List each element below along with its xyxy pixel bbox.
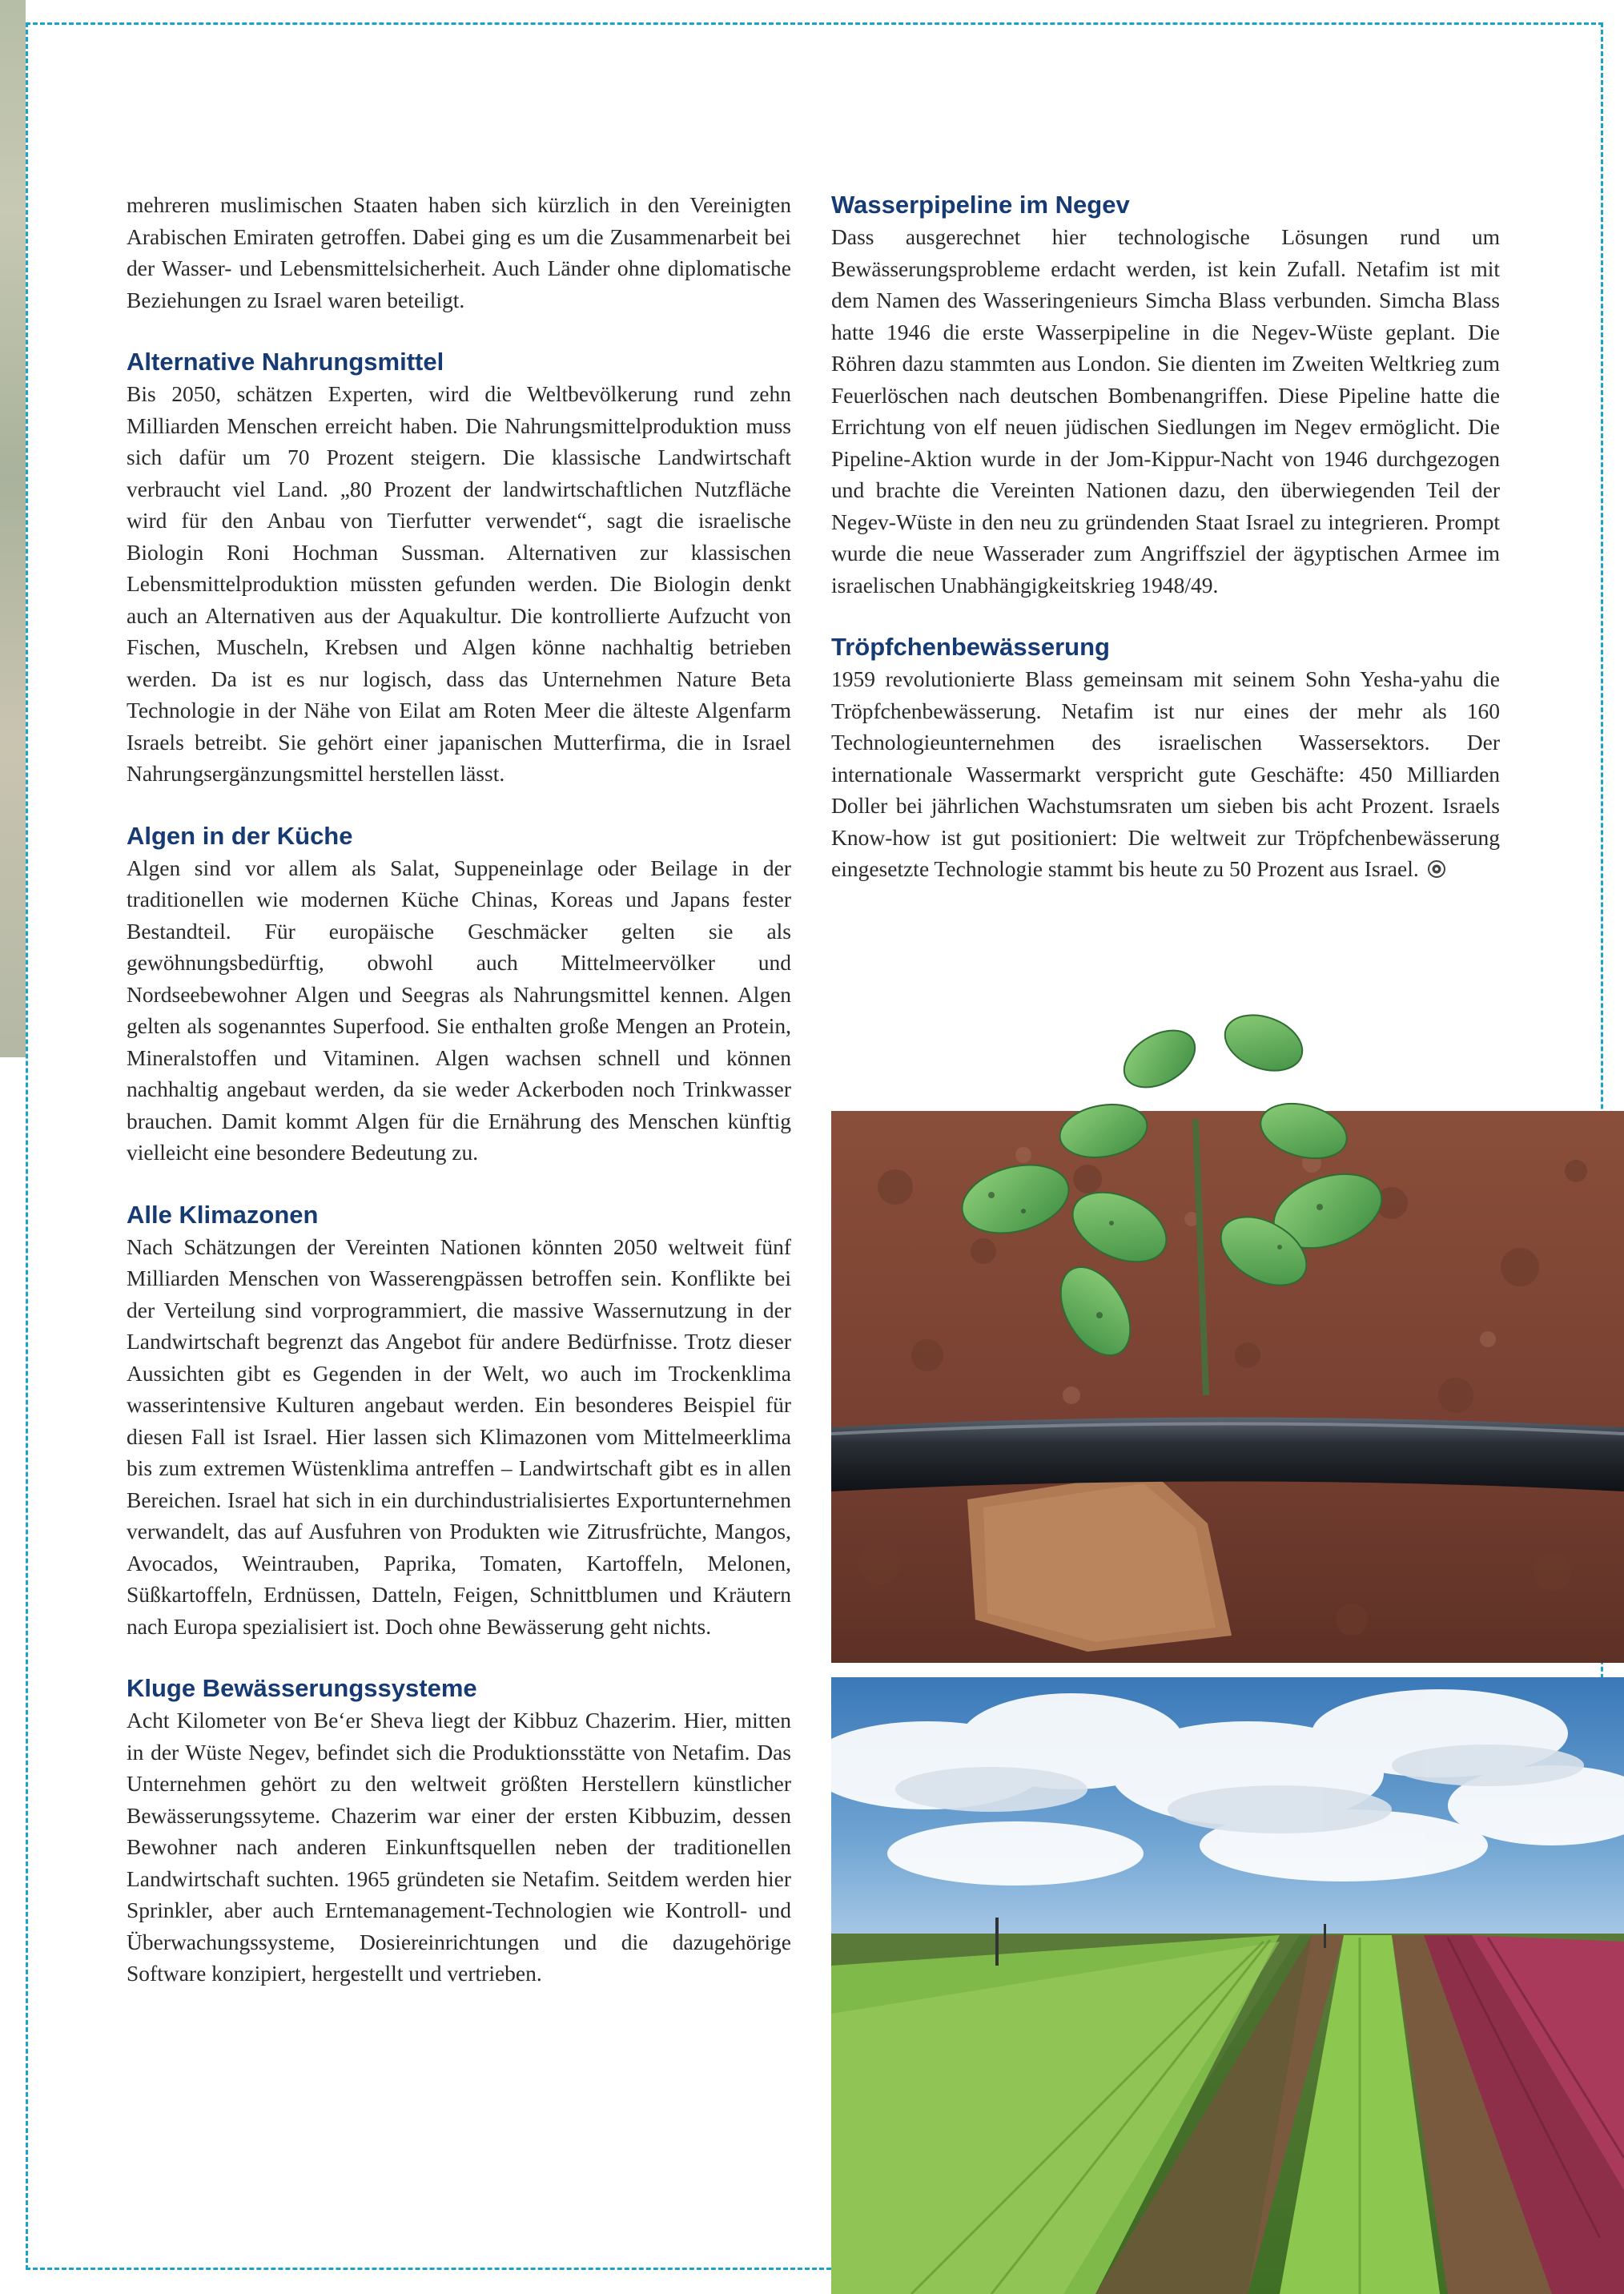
heading-alle-klimazonen: Alle Klimazonen <box>127 1200 319 1229</box>
heading-kluge-bewaesserungssysteme: Kluge Bewässerungssysteme <box>127 1674 477 1702</box>
heading-troepfchenbewaesserung: Tröpfchenbewässerung <box>831 633 1110 661</box>
right-text-column <box>831 189 1500 885</box>
body-troepfchenbewaesserung: 1959 revolutionierte Blass gemeinsam mit seinem Sohn Yesha-yahu die Tröpfchenbewässerung. Netafim ist nur eines der mehr als 160 Technologieunternehmen des israelischen Wassersektors. Der internationale Wassermarkt verspricht gute Geschäfte: 450 Milliarden Doller bei jährlichen Wachstumsraten um sieben bis acht Prozent. Israels Know-how ist gut positioniert: Die weltweit zur Tröpfchenbewässerung eingesetzte Technologie stammt bis heute zu 50 Prozent aus Israel. <box>831 666 1500 881</box>
photo-seedling-drip-irrigation <box>831 1011 1624 1663</box>
heading-wasserpipeline-im-negev: Wasserpipeline im Negev <box>831 191 1130 219</box>
previous-page-photo-edge <box>0 0 26 1057</box>
photo-lettuce-field <box>831 1677 1624 2294</box>
article-end-icon <box>1427 855 1446 875</box>
body-alternative-nahrungsmittel: Bis 2050, schätzen Experten, wird die Weltbevölkerung rund zehn Milliarden Menschen erreicht haben. Die Nahrungsmittelproduktion muss sich dafür um 70 Prozent steigern. Die klassische Landwirtschaft verbraucht viel Land. „80 Prozent der landwirtschaftlichen Nutzfläche wird für den Anbau von Tierfutter verwendet“, sagt die israelische Biologin Roni Hochman Sussman. Alternativen zur klassischen Lebensmittelproduktion müssten gefunden werden. Die Biologin denkt auch an Alternativen aus der Aquakultur. Die kontrollierte Aufzucht von Fischen, Muscheln, Krebsen und Algen könne nachhaltig betrieben werden. Da ist es nur logisch, dass das Unternehmen Nature Beta Technologie in der Nähe von Eilat am Roten Meer die älteste Algenfarm Israels betreibt. Sie gehört einer japanischen Mutterfirma, die in Israel Nahrungsergänzungsmittel herstellen lässt. <box>127 381 791 786</box>
body-algen-in-der-kueche: Algen sind vor allem als Salat, Suppeneinlage oder Beilage in der traditionellen wie modernen Küche Chinas, Koreas und Japans fester Bestandteil. Für europäische Geschmäcker gelten sie als gewöhnungsbedürftig, obwohl auch Mittelmeervölker und Nordseebewohner Algen und Seegras als Nahrungsmittel kennen. Algen gelten als sogenanntes Superfood. Sie enthalten große Mengen an Protein, Mineralstoffen und Vitaminen. Algen wachsen schnell und können nachhaltig angebaut werden, da sie weder Ackerboden noch Trinkwasser brauchen. Damit kommt Algen für die Ernährung des Menschen künftig vielleicht eine besondere Bedeutung zu. <box>127 855 791 1165</box>
body-wasserpipeline-im-negev: Dass ausgerechnet hier technologische Lösungen rund um Bewässerungsprobleme erdacht werden, ist kein Zufall. Netafim ist mit dem Namen des Wasseringenieurs Simcha Blass verbunden. Simcha Blass hatte 1946 die erste Wasserpipeline in die Negev-Wüste geplant. Die Röhren dazu stammten aus London. Sie dienten im Zweiten Weltkrieg zum Feuerlöschen nach deutschen Bombenangriffen. Diese Pipeline hatte die Errichtung von elf neuen jüdischen Siedlungen im Negev ermöglicht. Die Pipeline-Aktion wurde in der Jom-Kippur-Nacht von 1946 durchgezogen und brachte die Vereinten Nationen dazu, den überwiegenden Teil der Negev-Wüste in den neu zu gründenden Staat Israel zu integrieren. Prompt wurde die neue Wasserader zum Angriffsziel der ägyptischen Armee im israelischen Unabhängigkeitskrieg 1948/49. <box>831 224 1500 598</box>
body-kluge-bewaesserungssysteme: Acht Kilometer von Be‘er Sheva liegt der Kibbuz Chazerim. Hier, mitten in der Wüste Negev, befindet sich die Produktionsstätte von Netafim. Das Unternehmen gehört zu den weltweit größten Herstellern künstlicher Bewässerungssyteme. Chazerim war einer der ersten Kibbuzim, dessen Bewohner nach anderen Einkunftsquellen neben der traditionellen Landwirtschaft suchten. 1965 gründeten sie Netafim. Seitdem werden hier Sprinkler, aber auch Erntemanagement-Technologien wie Kontroll- und Überwachungssysteme, Dosiereinrichtungen und die dazugehörige Software konzipiert, hergestellt und vertrieben. <box>127 1708 791 1986</box>
intro-paragraph: mehreren muslimischen Staaten haben sich kürzlich in den Vereinigten Arabischen Emiraten getroffen. Dabei ging es um die Zusammenarbeit bei der Wasser- und Lebensmittelsicherheit. Auch Länder ohne diplomatische Beziehungen zu Israel waren beteiligt. <box>127 192 791 312</box>
left-text-column <box>127 189 791 1990</box>
heading-alternative-nahrungsmittel: Alternative Nahrungsmittel <box>127 348 444 376</box>
body-troepfchenbewaesserung-wrapper <box>831 663 1500 885</box>
heading-algen-in-der-kueche: Algen in der Küche <box>127 821 353 850</box>
body-alle-klimazonen: Nach Schätzungen der Vereinten Nationen könnten 2050 weltweit fünf Milliarden Menschen von Wasserengpässen betroffen sein. Konflikte bei der Verteilung sind vorprogrammiert, die massive Wassernutzung in der Landwirtschaft begrenzt das Angebot für andere Bedürfnisse. Trotz dieser Aussichten gibt es Gegenden in der Welt, wo auch im Trockenklima wasserintensive Kulturen angebaut werden. Ein besonderes Beispiel für diesen Fall ist Israel. Hier lassen sich Klimazonen vom Mittelmeerklima bis zum extremen Wüstenklima antreffen – Landwirtschaft gibt es in allen Bereichen. Israel hat sich in ein durchindustrialisiertes Exportunternehmen verwandelt, das auf Ausfuhren von Produkten wie Zitrusfrüchte, Mangos, Avocados, Weintrauben, Paprika, Tomaten, Kartoffeln, Melonen, Süßkartoffeln, Erdnüssen, Datteln, Feigen, Schnittblumen und Kräutern nach Europa spezialisiert ist. Doch ohne Bewässerung geht nichts. <box>127 1234 791 1639</box>
